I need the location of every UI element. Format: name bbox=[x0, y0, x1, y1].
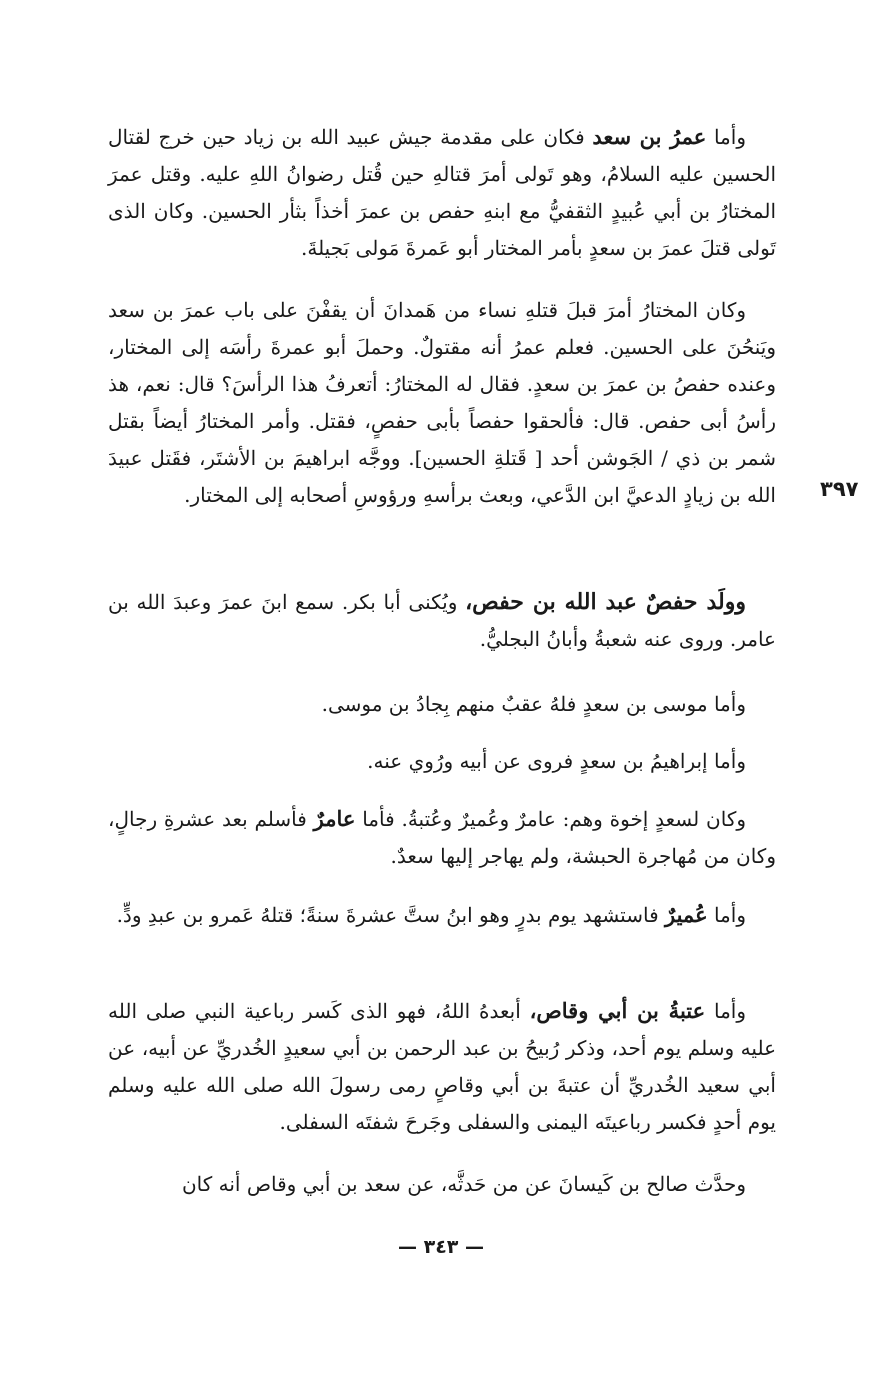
paragraph-ibrahim: وأما إبراهيمُ بن سعدٍ فروى عن أبيه ورُوي عنه. bbox=[367, 749, 746, 773]
paragraph-umar-ibn-sad: وأما عمرُ بن سعد فكان على مقدمة جيش عبيد الله بن زياد حين خرج لقتال الحسين عليه السلامُ، وهو تَولى أمرَ قتالهِ حين قُتل رضوانُ اللهِ عليه. وقتل عمرَ المختارُ بن أبي عُبيدٍ الثقفيُّ مع ابنهِ حفص بن عمرَ أخذاً بثأر الحسين. وكان الذى تَولى قتلَ عمرَ بن سعدٍ بأمر المختار أبو عَمرةَ مَولى بَجيلةَ. bbox=[108, 124, 776, 260]
paragraph-musa: وأما موسى بن سعدٍ فلهُ عقبٌ منهم بِجادُ بن موسى. bbox=[321, 692, 746, 716]
name-hafs: وولَد حفصٌ عبد الله بن حفص، bbox=[465, 589, 746, 615]
name-ibrahim: إبراهيمُ بن سعدٍ bbox=[579, 749, 708, 773]
paragraph-umair: وأما عُميرٌ فاستشهد يوم بدرٍ وهو ابنُ ستَّ عشرةَ سنةً؛ قتلهُ عَمرو بن عبدِ ودٍّ. bbox=[116, 902, 746, 927]
name-amir: عامرٌ bbox=[313, 806, 356, 831]
paragraph-mukhtar: وكان المختارُ أمرَ قبلَ قتلهِ نساء من هَمدانَ أن يقفْنَ على باب عمرَ بن سعد ويَنحُنَ على الحسين. فعلم عمرُ أنه مقتولٌ. وحملَ أبو عمرةَ رأسَه إلى المختار، وعنده حفصُ بن عمرَ بن سعدٍ. فقال له المختارُ: أتعرفُ هذا الرأسَ؟ قال: نعم، هذ رأسُ أبى حفص. قال: فألحقوا حفصاً بأبى حفصٍ، فقتل. وأمر المختارُ أيضاً بقتل شمر بن ذي / الجَوشن أحد [ قَتلةِ الحسين]. ووجَّه ابراهيمَ بن الأشتَر، فقَتل عبيدَ الله بن زيادٍ الدعيَّ ابن الدَّعي، وبعث برأسهِ ورؤوسِ أصحابه إلى المختار. bbox=[108, 298, 776, 507]
page-number: — ٣٤٣ — bbox=[397, 1236, 485, 1258]
paragraph-brothers: وكان لسعدٍ إخوة وهم: عامرٌ وعُميرٌ وعُتبةُ. فأما عامرٌ فأسلم بعد عشرةِ رجالٍ، وكان من مُهاجرة الحبشة، ولم يهاجر إليها سعدٌ. bbox=[108, 806, 776, 868]
name-umair: عُميرٌ bbox=[665, 902, 708, 927]
margin-reference-number: ٣٩٧ bbox=[820, 477, 859, 501]
name-musa: موسى بن سعدٍ bbox=[582, 692, 708, 716]
name-umar-ibn-sad: عمرُ بن سعد bbox=[592, 124, 707, 149]
paragraph-utba: وأما عتبةُ بن أبي وقاص، أبعدهُ اللهُ، فهو الذى كَسر رباعية النبي صلى الله عليه وسلم يوم أحد، وذكر رُبيحُ بن عبد الرحمن بن أبي سعيدٍ الخُدريِّ عن أبيه، عن أبي سعيد الخُدريِّ أن عتبةَ بن أبي وقاصٍ رمى رسولَ الله صلى الله عليه وسلم يوم أحدٍ فكسر رباعيتَه اليمنى والسفلى وجَرحَ شفتَه السفلى. bbox=[108, 998, 776, 1134]
paragraph-hafs: وولَد حفصٌ عبد الله بن حفص، ويُكنى أبا بكر. سمع ابنَ عمرَ وعبدَ الله بن عامر. وروى عنه شعبةُ وأبانُ البجليُّ. bbox=[108, 589, 776, 651]
paragraph-salih: وحدَّث صالح بن كَيسانَ عن من حَدثَّه، عن سعد بن أبي وقاص أنه كان bbox=[181, 1172, 746, 1196]
name-utba: عتبةُ بن أبي وقاص، bbox=[529, 998, 706, 1023]
